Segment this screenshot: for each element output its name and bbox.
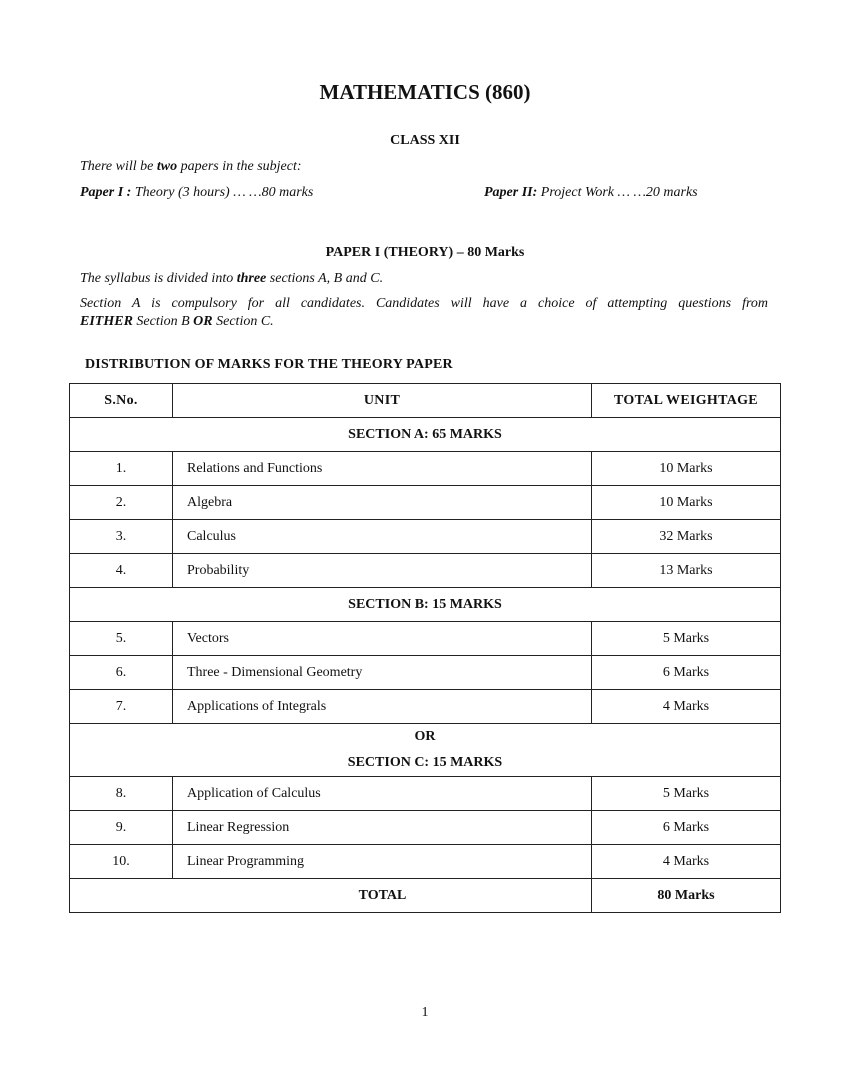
header-sno: S.No. xyxy=(70,384,173,418)
or-section-c-row xyxy=(70,724,781,777)
row-unit: Relations and Functions xyxy=(173,452,592,486)
syllabus-line-1: The syllabus is divided into three sections A, B and C. xyxy=(80,271,384,286)
row-sno: 9. xyxy=(70,811,173,845)
row-sno: 4. xyxy=(70,554,173,588)
table-row xyxy=(70,554,781,588)
row-sno: 2. xyxy=(70,486,173,520)
table-row xyxy=(70,520,781,554)
class-heading: CLASS XII xyxy=(390,133,460,148)
row-unit: Three - Dimensional Geometry xyxy=(173,656,592,690)
page-title: MATHEMATICS (860) xyxy=(319,80,531,104)
table-row xyxy=(70,690,781,724)
row-weightage: 10 Marks xyxy=(592,486,781,520)
or-label: OR xyxy=(414,729,436,744)
table-row xyxy=(70,656,781,690)
row-sno: 6. xyxy=(70,656,173,690)
syllabus-line-2: Section A is compulsory for all candidates. Candidates will have a choice of attempting questions from xyxy=(80,296,768,311)
row-sno: 10. xyxy=(70,845,173,879)
row-sno: 1. xyxy=(70,452,173,486)
table-row xyxy=(70,777,781,811)
row-unit: Algebra xyxy=(173,486,592,520)
table-row xyxy=(70,486,781,520)
table-row xyxy=(70,622,781,656)
or-section-c-cell xyxy=(70,724,781,777)
row-sno: 5. xyxy=(70,622,173,656)
row-unit: Linear Regression xyxy=(173,811,592,845)
row-sno: 7. xyxy=(70,690,173,724)
row-unit: Linear Programming xyxy=(173,845,592,879)
row-weightage: 4 Marks xyxy=(592,690,781,724)
row-weightage: 32 Marks xyxy=(592,520,781,554)
row-weightage: 6 Marks xyxy=(592,656,781,690)
header-weightage: TOTAL WEIGHTAGE xyxy=(592,384,781,418)
syllabus-line-3: EITHER Section B OR Section C. xyxy=(80,314,274,329)
row-unit: Vectors xyxy=(173,622,592,656)
row-weightage: 5 Marks xyxy=(592,622,781,656)
section-a-heading: SECTION A: 65 MARKS xyxy=(70,418,781,452)
row-weightage: 10 Marks xyxy=(592,452,781,486)
distribution-heading: DISTRIBUTION OF MARKS FOR THE THEORY PAPER xyxy=(85,357,453,372)
paper-one-info: Paper I : Theory (3 hours) … …80 marks xyxy=(80,185,314,200)
total-row xyxy=(70,879,781,913)
table-row xyxy=(70,811,781,845)
table-header-row xyxy=(70,384,781,418)
header-unit: UNIT xyxy=(173,384,592,418)
total-value: 80 Marks xyxy=(592,879,781,913)
paper-heading: PAPER I (THEORY) – 80 Marks xyxy=(325,245,525,260)
table-row xyxy=(70,845,781,879)
marks-table xyxy=(69,383,781,913)
row-unit: Applications of Integrals xyxy=(173,690,592,724)
row-unit: Probability xyxy=(173,554,592,588)
section-row xyxy=(70,418,781,452)
row-weightage: 4 Marks xyxy=(592,845,781,879)
row-sno: 8. xyxy=(70,777,173,811)
row-sno: 3. xyxy=(70,520,173,554)
section-b-heading: SECTION B: 15 MARKS xyxy=(70,588,781,622)
row-weightage: 13 Marks xyxy=(592,554,781,588)
table-row xyxy=(70,452,781,486)
paper-two-info: Paper II: Project Work … …20 marks xyxy=(484,185,698,200)
section-c-heading: SECTION C: 15 MARKS xyxy=(347,755,503,770)
row-unit: Calculus xyxy=(173,520,592,554)
papers-intro: There will be two papers in the subject: xyxy=(80,159,302,174)
row-unit: Application of Calculus xyxy=(173,777,592,811)
page-number: 1 xyxy=(421,1005,429,1020)
row-weightage: 6 Marks xyxy=(592,811,781,845)
total-label: TOTAL xyxy=(70,879,592,913)
row-weightage: 5 Marks xyxy=(592,777,781,811)
section-row xyxy=(70,588,781,622)
